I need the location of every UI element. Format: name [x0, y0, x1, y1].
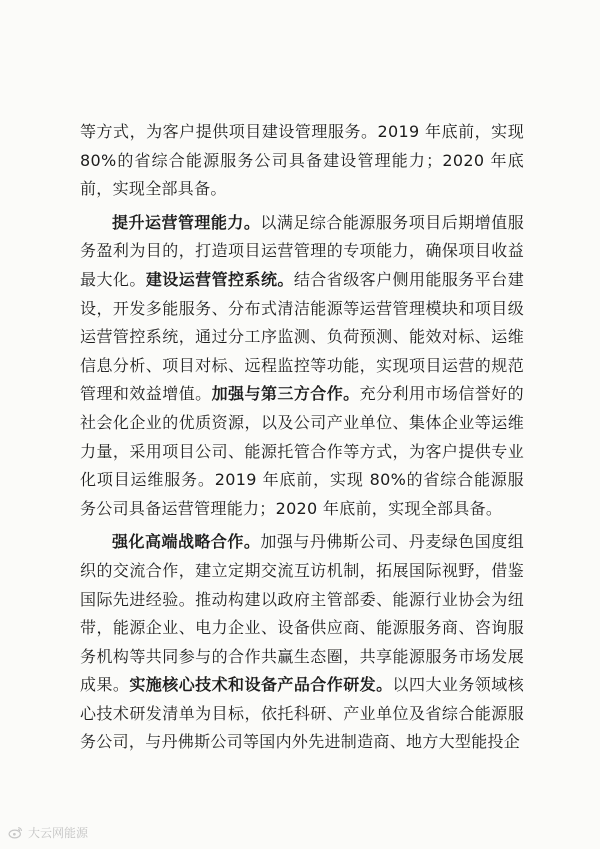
heading-improve-operation-management: 提升运营管理能力。: [112, 212, 261, 232]
paragraph-3-text-b: 以四大业务领域核心技术研发清单为目标，依托科研、产业单位及省综合能源服务公司，与丹佛斯公司等国内外先进制造商、地方大型能投企: [80, 675, 524, 752]
heading-core-technology-rnd: 实施核心技术和设备产品合作研发。: [129, 675, 393, 695]
heading-strategic-cooperation: 强化高端战略合作。: [112, 532, 261, 552]
paragraph-3-text-a: 加强与丹佛斯公司、丹麦绿色国度组织的交流合作，建立定期交流互访机制，拓展国际视野，借鉴国际先进经验。推动构建以政府主管部委、能源行业协会为纽带，能源企业、电力企业、设备供应商、能源服务商、咨询服务机构等共同参与的合作共赢生态圈，共享能源服务市场发展成果。: [80, 532, 524, 695]
paragraph-2: [80, 209, 524, 524]
document-page: [80, 118, 524, 757]
paragraph-1-text: 等方式，为客户提供项目建设管理服务。2019 年底前，实现 80%的省综合能源服务公司具备建设管理能力；2020 年底前，实现全部具备。: [80, 122, 524, 199]
paragraph-2-text-c: 充分利用市场信誉好的社会化企业的优质资源，以及公司产业单位、集体企业等运维力量，采用项目公司、能源托管合作等方式，为客户提供专业化项目运维服务。2019 年底前，实现 80%的省综合能源服务公司具备运营管理能力；2020 年底前，实现全部具备。: [80, 384, 524, 518]
heading-build-operation-control-system: 建设运营管控系统。: [145, 269, 294, 289]
paragraph-3: [80, 528, 524, 757]
paragraph-1: [80, 118, 524, 204]
heading-third-party-cooperation: 加强与第三方合作。: [211, 384, 360, 404]
watermark-text: 大云网能源: [28, 825, 89, 840]
paragraph-2-text-b: 结合省级客户侧用能服务平台建设，开发多能服务、分布式清洁能源等运营管理模块和项目级运营管控系统，通过分工序监测、负荷预测、能效对标、运维信息分析、项目对标、远程监控等功能，实现项目运营的规范管理和效益增值。: [80, 269, 525, 404]
watermark: [8, 822, 88, 842]
paragraph-2-text-a: 以满足综合能源服务项目后期增值服务盈利为目的，打造项目运营管理的专项能力，确保项目收益最大化。: [80, 212, 524, 289]
weibo-logo-icon: [8, 825, 23, 840]
